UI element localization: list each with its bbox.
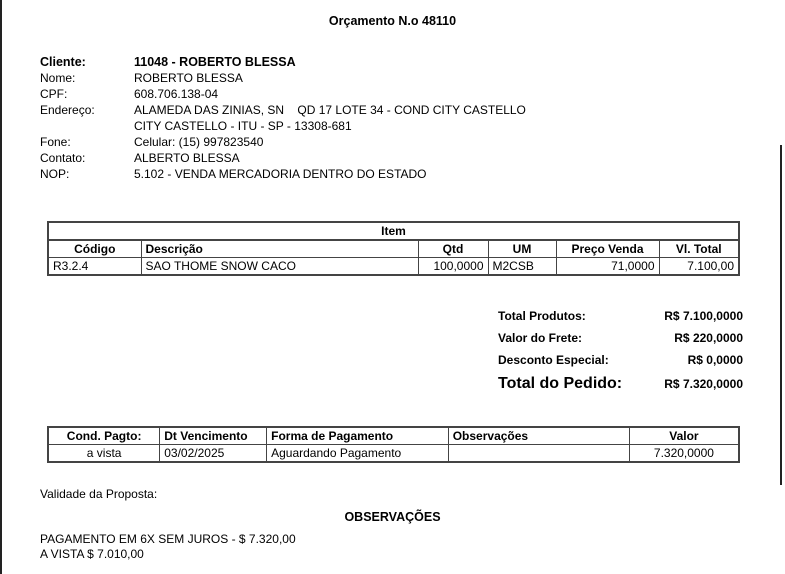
cell-forma-pagamento: Aguardando Pagamento	[267, 445, 449, 463]
total-pedido-row	[498, 371, 743, 397]
total-produtos-label: Total Produtos:	[498, 309, 586, 323]
payment-header-row	[48, 427, 739, 445]
endereco-line1: ALAMEDA DAS ZINIAS, SN QD 17 LOTE 34 - COND CITY CASTELLO	[134, 103, 526, 117]
header-cond-pagto: Cond. Pagto:	[48, 427, 160, 445]
cell-cond-pagto: a vista	[48, 445, 160, 463]
header-preco: Preço Venda	[556, 240, 659, 258]
items-caption: Item	[48, 222, 739, 240]
header-forma-pagamento: Forma de Pagamento	[267, 427, 449, 445]
cell-valor: 7.320,0000	[629, 445, 739, 463]
cell-descricao: SAO THOME SNOW CACO	[141, 258, 418, 276]
document-title: Orçamento N.o 48110	[328, 14, 457, 28]
observacoes-line-1: PAGAMENTO EM 6X SEM JUROS - $ 7.320,00	[40, 532, 296, 546]
cell-codigo: R3.2.4	[48, 258, 141, 276]
cell-qtd: 100,0000	[418, 258, 488, 276]
table-row	[48, 258, 739, 276]
header-observacoes: Observações	[448, 427, 629, 445]
table-row	[48, 445, 739, 463]
total-produtos-value: R$ 7.100,0000	[664, 309, 743, 323]
fone-value: Celular: (15) 997823540	[134, 135, 264, 149]
desconto-label: Desconto Especial:	[498, 353, 609, 367]
cell-observacoes	[448, 445, 629, 463]
nome-value: ROBERTO BLESSA	[134, 71, 243, 85]
header-dt-vencimento: Dt Vencimento	[160, 427, 267, 445]
validade-label: Validade da Proposta:	[40, 487, 158, 501]
items-header-row	[48, 240, 739, 258]
endereco-label: Endereço:	[40, 103, 95, 117]
nop-value: 5.102 - VENDA MERCADORIA DENTRO DO ESTADO	[134, 167, 427, 181]
observacoes-line-2: A VISTA $ 7.010,00	[40, 547, 144, 561]
desconto-row	[498, 349, 743, 371]
cpf-value: 608.706.138-04	[134, 87, 219, 101]
observacoes-text	[40, 532, 296, 562]
header-total: Vl. Total	[659, 240, 739, 258]
header-codigo: Código	[48, 240, 141, 258]
endereco-line2: CITY CASTELLO - ITU - SP - 13308-681	[134, 119, 352, 133]
observacoes-title: OBSERVAÇÕES	[344, 510, 441, 524]
fone-label: Fone:	[40, 135, 71, 149]
totals-block	[498, 305, 743, 397]
cell-preco: 71,0000	[556, 258, 659, 276]
header-descricao: Descrição	[141, 240, 418, 258]
cliente-value: 11048 - ROBERTO BLESSA	[134, 55, 296, 69]
total-produtos-row	[498, 305, 743, 327]
total-pedido-label: Total do Pedido:	[498, 375, 623, 392]
cell-dt-vencimento: 03/02/2025	[160, 445, 267, 463]
contato-value: ALBERTO BLESSA	[134, 151, 240, 165]
items-table	[47, 221, 740, 276]
page-left-border	[0, 0, 2, 574]
header-valor: Valor	[629, 427, 739, 445]
cpf-label: CPF:	[40, 87, 68, 101]
total-pedido-value: R$ 7.320,0000	[664, 377, 743, 391]
nop-label: NOP:	[40, 167, 70, 181]
valor-frete-row	[498, 327, 743, 349]
cell-total: 7.100,00	[659, 258, 739, 276]
cell-um: M2CSB	[488, 258, 556, 276]
nome-label: Nome:	[40, 71, 76, 85]
desconto-value: R$ 0,0000	[687, 353, 743, 367]
payment-table	[47, 426, 740, 463]
header-qtd: Qtd	[418, 240, 488, 258]
contato-label: Contato:	[40, 151, 86, 165]
cliente-label: Cliente:	[40, 55, 86, 69]
scrollbar-track[interactable]	[780, 145, 782, 485]
valor-frete-label: Valor do Frete:	[498, 331, 583, 345]
valor-frete-value: R$ 220,0000	[674, 331, 743, 345]
header-um: UM	[488, 240, 556, 258]
